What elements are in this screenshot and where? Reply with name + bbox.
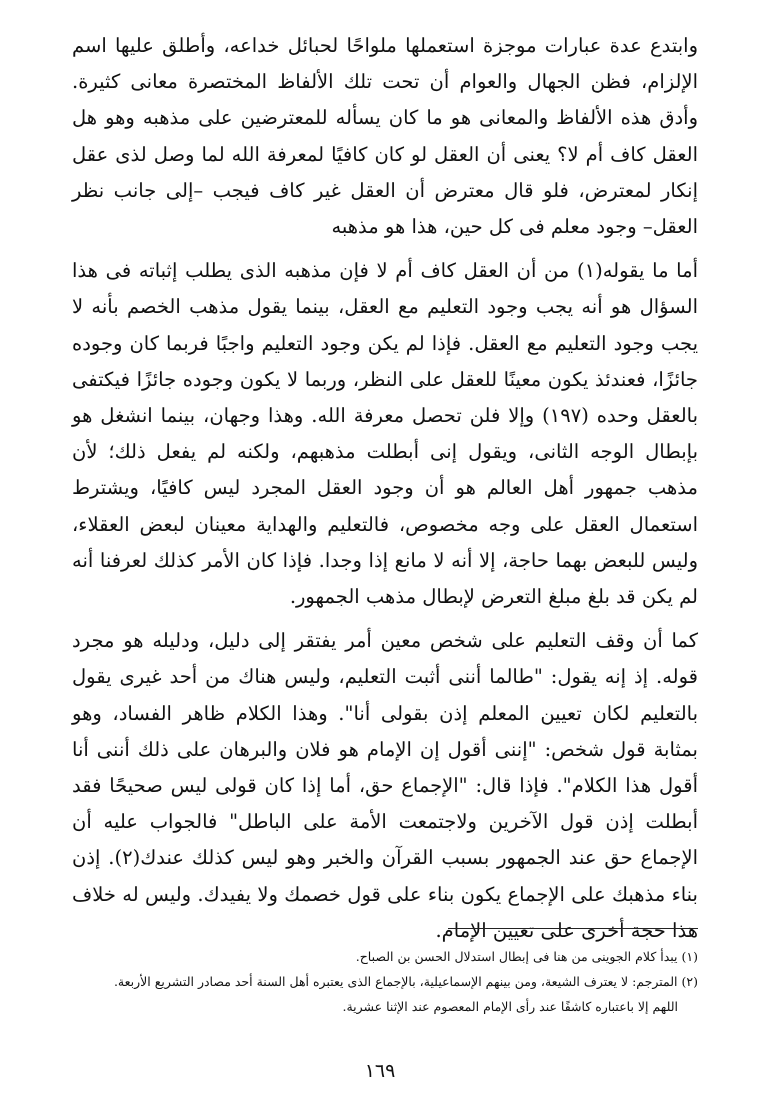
paragraph-3: كما أن وقف التعليم على شخص معين أمر يفتقر إلى دليل، ودليله هو مجرد قوله. إذ إنه يقول: "طالما أننى أثبت التعليم، وليس هناك من أحد غيرى يقول بالتعليم لكان تعيين المعلم إذن بقولى أنا". وهذا الكلام ظاهر الفساد، وهو بمثابة قول شخص: "إننى أقول إن الإمام هو فلان والبرهان على ذلك أننى أنا أقول هذا الكلام". فإذا قال: "الإجماع حق، أما إذا كان قولى ليس صحيحًا فقد أبطلت إذن قول الآخرين ولاجتمعت الأمة على الباطل" فالجواب عليه أن الإجماع حق عند الجمهور بسبب القرآن والخبر وهو ليس كذلك عندك(٢). إذن بناء مذهبك على الإجماع يكون بناء على قول خصمك ولا يفيدك. وليس له خلاف هذا حجة أخرى على تعيين الإمام. [72,629,698,942]
footnotes [80,944,698,1019]
footnote-2-continuation: اللهم إلا باعتباره كاشفًا عند رأى الإمام المعصوم عند الإثنا عشرية. [342,999,678,1014]
paragraph-2: أما ما يقوله(١) من أن العقل كاف أم لا فإن مذهبه الذى يطلب إثباته فى هذا السؤال هو أنه يجب وجود التعليم مع العقل، بينما يقول مذهب الخصم بأنه لا يجب وجود التعليم مع العقل. فإذا لم يكن وجود التعليم واجبًا فربما كان وجوده جائزًا، فعندئذ يكون معينًا للعقل على النظر، وربما لا يكون وجوده جائزًا فيكتفى بالعقل وحده (١٩٧) وإلا فلن تحصل معرفة الله. وهذا وجهان، بينما انشغل هو بإبطال الوجه الثانى، ويقول إنى أبطلت مذهبهم، ولكنه لم يفعل ذلك؛ لأن مذهب جمهور أهل العالم هو أن وجود العقل المجرد ليس كافيًا، ويشترط استعمال العقل على وجه مخصوص، فالتعليم والهداية معينان لبعض العقلاء، وليس للبعض بهما حاجة، إلا أنه لا مانع إذا وجدا. فإذا كان الأمر كذلك لعرفنا أنه لم يكن قد بلغ مبلغ التعرض لإبطال مذهب الجمهور. [72,259,698,609]
page-number: ١٦٩ [364,1060,396,1082]
footnote-2: (٢) المترجم: لا يعترف الشيعة، ومن بينهم الإسماعيلية، بالإجماع الذى يعتبره أهل السنة أحد مصادر التشريع الأربعة. [113,974,698,989]
footnote-1: (١) يبدأ كلام الجوينى من هنا فى إبطال استدلال الحسن بن الصباح. [355,949,698,964]
footnote-separator [448,928,698,929]
paragraph-1: وابتدع عدة عبارات موجزة استعملها ملواحًا لحبائل خداعه، وأطلق عليها اسم الإلزام، فظن الجهال والعوام أن تحت تلك الألفاظ المختصرة معانى كثيرة. وأدق هذه الألفاظ والمعانى هو ما كان يسأله للمعترضين على مذهبه وهو هل العقل كاف أم لا؟ يعنى أن العقل لو كان كافيًا لمعرفة الله لما وصل لذى عقل إنكار لمعترض، فلو قال معترض أن العقل غير كاف فيجب –إلى جانب نظر العقل– وجود معلم فى كل حين، هذا هو مذهبه [72,34,698,239]
body-text [72,28,698,949]
